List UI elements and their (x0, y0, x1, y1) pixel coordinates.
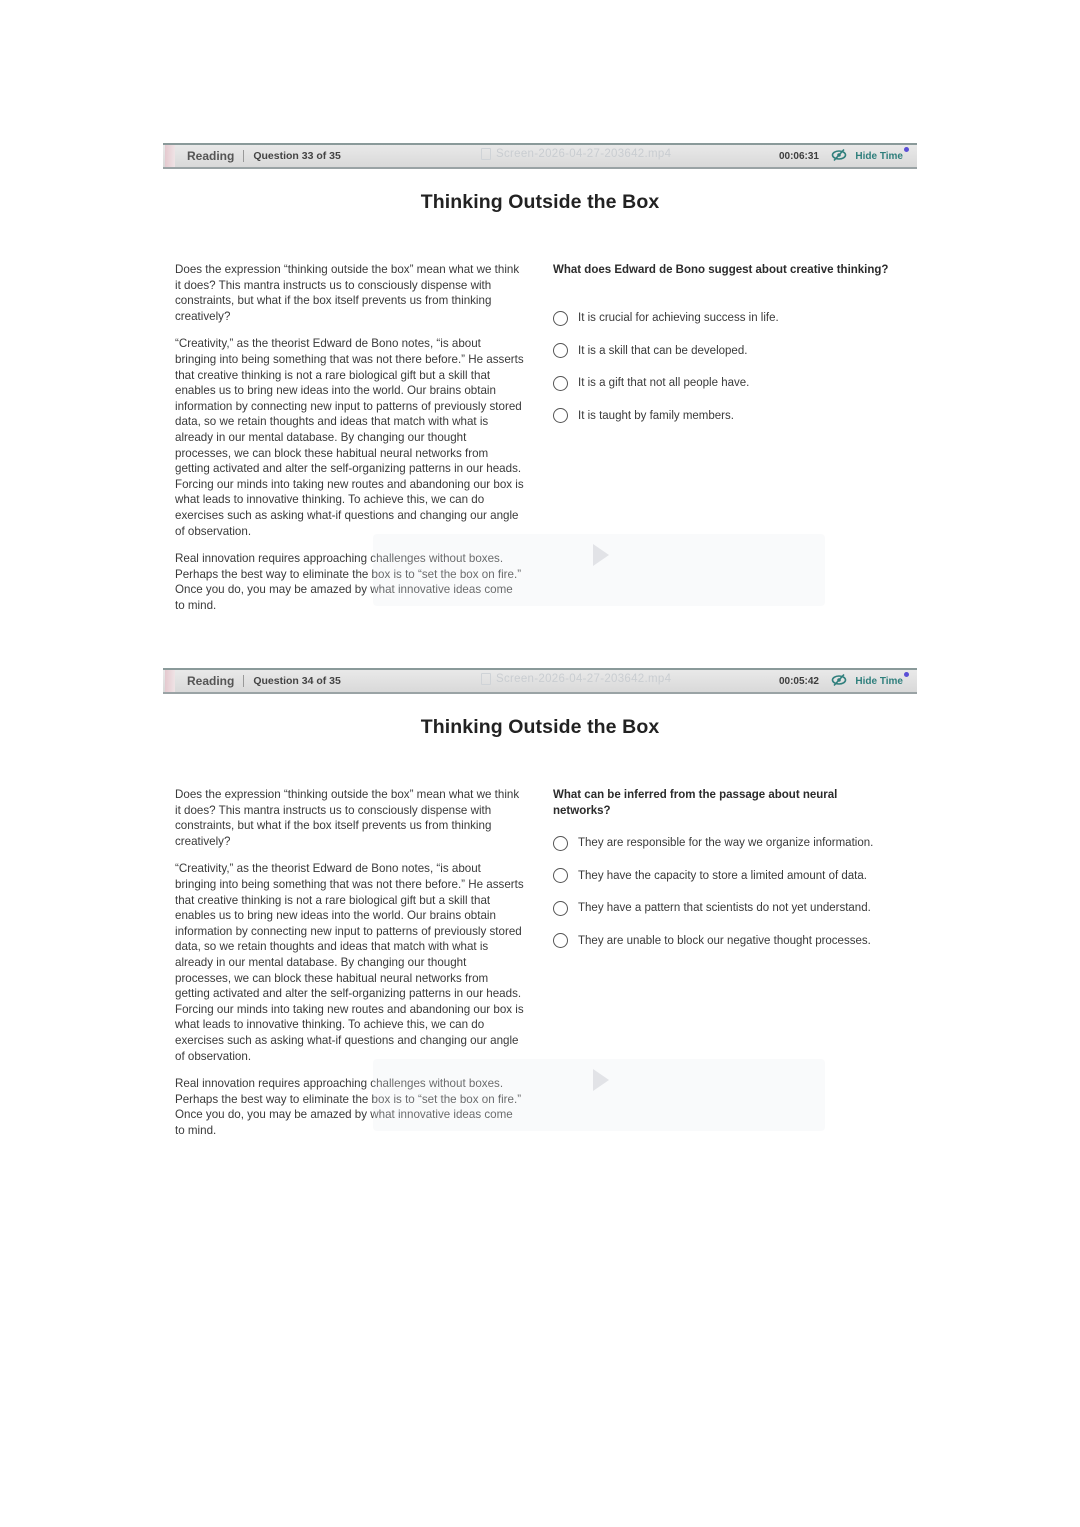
filename-text: Screen-2026-04-27-203642.mp4 (496, 673, 672, 685)
passage-title: Thinking Outside the Box (420, 716, 660, 738)
option-text: It is a skill that can be developed. (578, 344, 748, 357)
answer-option[interactable] (553, 827, 913, 860)
answer-option[interactable] (553, 892, 913, 925)
hide-time-button[interactable]: Hide Time (855, 675, 903, 687)
answer-option[interactable] (553, 302, 913, 335)
answer-option[interactable] (553, 860, 913, 893)
content-area (163, 787, 917, 1167)
menu-handle[interactable] (165, 670, 175, 692)
test-screen-1 (163, 143, 917, 643)
answer-options (553, 302, 913, 432)
section-label: Reading (187, 149, 235, 163)
file-icon (481, 673, 491, 685)
test-screen-2 (163, 668, 917, 1168)
passage-paragraph: Real innovation requires approaching challenges without boxes. Perhaps the best way to eliminate the box is to “set the box on fire.” Once you do, you may be amazed by what innovative ideas come to mind. (175, 552, 522, 612)
option-text: They have the capacity to store a limited amount of data. (578, 869, 867, 882)
radio-button[interactable] (553, 868, 568, 883)
notification-dot (904, 672, 909, 677)
timer: 00:05:42 (778, 675, 819, 687)
passage-paragraph: “Creativity,” as the theorist Edward de Bono notes, “is about bringing into being something that was not there before.” He asserts that creative thinking is not a rare biological gift but a skill that enables us to bring new ideas into the world. Our brains obtain information by connecting new input to patterns of previously stored data, so we retain thoughts and ideas that match with what is already in our mental database. By changing our thought processes, we can block these habitual neural networks from getting activated and alter the self-organizing patterns in our heads. Forcing our minds into taking new routes and abandoning our box is what leads to innovative thinking. To achieve this, we can do exercises such as asking what-if questions and changing our angle of observation. (175, 862, 524, 1063)
answer-option[interactable] (553, 925, 913, 958)
option-text: They are responsible for the way we organize information. (578, 837, 874, 850)
question-counter: Question 33 of 35 (253, 150, 341, 162)
passage-title: Thinking Outside the Box (420, 191, 660, 213)
radio-button[interactable] (553, 901, 568, 916)
radio-button[interactable] (553, 408, 568, 423)
option-text: It is crucial for achieving success in life. (578, 312, 779, 325)
eye-slash-icon[interactable] (831, 148, 847, 162)
menu-handle[interactable] (165, 145, 175, 167)
play-icon (593, 544, 609, 566)
recording-filename (481, 148, 671, 160)
top-bar (163, 668, 917, 694)
section-label: Reading (187, 674, 235, 688)
answer-option[interactable] (553, 335, 913, 368)
question-counter: Question 34 of 35 (253, 675, 341, 687)
passage-paragraph: Real innovation requires approaching challenges without boxes. Perhaps the best way to eliminate the box is to “set the box on fire.” Once you do, you may be amazed by what innovative ideas come to mind. (175, 1077, 522, 1137)
top-bar (163, 143, 917, 169)
divider (243, 150, 244, 162)
option-text: It is taught by family members. (578, 409, 734, 422)
content-area (163, 262, 917, 642)
video-overlay (373, 1059, 825, 1131)
video-overlay (373, 534, 825, 606)
radio-button[interactable] (553, 836, 568, 851)
timer: 00:06:31 (778, 150, 819, 162)
answer-option[interactable] (553, 400, 913, 433)
radio-button[interactable] (553, 311, 568, 326)
option-text: It is a gift that not all people have. (578, 377, 750, 390)
radio-button[interactable] (553, 376, 568, 391)
passage-paragraph: Does the expression “thinking outside the box” mean what we think it does? This mantra instructs us to consciously dispense with constraints, but what if the box itself prevents us from thinking creatively? (175, 788, 520, 848)
option-text: They are unable to block our negative thought processes. (578, 934, 871, 947)
play-icon (593, 1069, 609, 1091)
answer-options (553, 827, 913, 957)
radio-button[interactable] (553, 343, 568, 358)
radio-button[interactable] (553, 933, 568, 948)
eye-slash-icon[interactable] (831, 673, 847, 687)
option-text: They have a pattern that scientists do not yet understand. (578, 902, 871, 915)
passage-paragraph: Does the expression “thinking outside the box” mean what we think it does? This mantra instructs us to consciously dispense with constraints, but what if the box itself prevents us from thinking creatively? (175, 263, 520, 323)
notification-dot (904, 147, 909, 152)
question-prompt: What does Edward de Bono suggest about creative thinking? (553, 264, 889, 276)
filename-text: Screen-2026-04-27-203642.mp4 (496, 148, 672, 160)
passage-paragraph: “Creativity,” as the theorist Edward de Bono notes, “is about bringing into being something that was not there before.” He asserts that creative thinking is not a rare biological gift but a skill that enables us to bring new ideas into the world. Our brains obtain information by connecting new input to patterns of previously stored data, so we retain thoughts and ideas that match with what is already in our mental database. By changing our thought processes, we can block these habitual neural networks from getting activated and alter the self-organizing patterns in our heads. Forcing our minds into taking new routes and abandoning our box is what leads to innovative thinking. To achieve this, we can do exercises such as asking what-if questions and changing our angle of observation. (175, 337, 524, 538)
question-prompt: What can be inferred from the passage about neural networks? (553, 789, 838, 817)
recording-filename (481, 673, 671, 685)
answer-option[interactable] (553, 367, 913, 400)
file-icon (481, 148, 491, 160)
hide-time-button[interactable]: Hide Time (855, 150, 903, 162)
divider (243, 675, 244, 687)
